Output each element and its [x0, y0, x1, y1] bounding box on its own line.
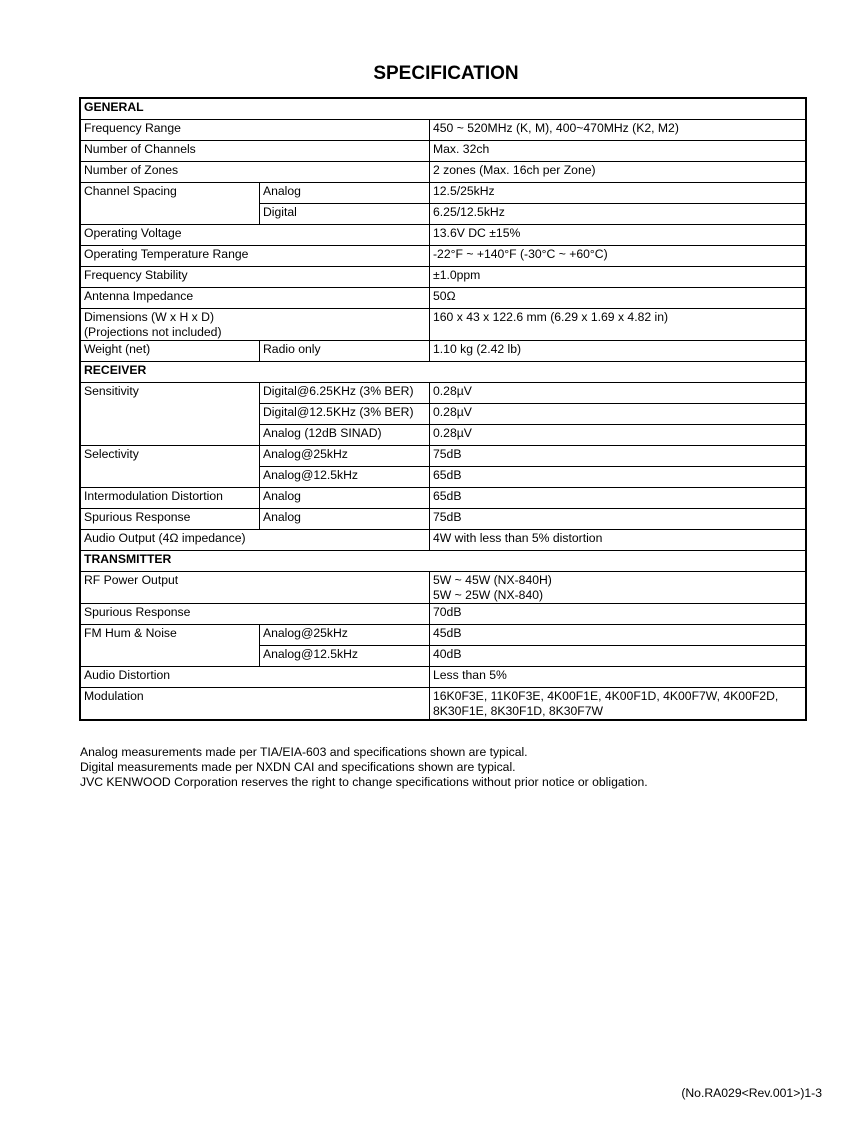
spec-value-text: 0.28µV — [433, 405, 472, 419]
spec-value-text: 2 zones (Max. 16ch per Zone) — [433, 163, 596, 177]
spec-condition — [260, 341, 430, 362]
spec-label — [80, 141, 430, 162]
spec-label — [80, 625, 260, 667]
spec-condition — [260, 646, 430, 667]
spec-value — [430, 404, 807, 425]
spec-condition-text: Digital@12.5KHz (3% BER) — [263, 405, 414, 419]
spec-label — [80, 509, 260, 530]
spec-label-text: Intermodulation Distortion — [84, 489, 223, 503]
spec-label — [80, 162, 430, 183]
spec-value — [430, 225, 807, 246]
spec-value — [430, 120, 807, 141]
spec-condition — [260, 383, 430, 404]
spec-label — [80, 225, 430, 246]
spec-label-text: Antenna Impedance — [84, 289, 194, 303]
spec-value — [430, 425, 807, 446]
spec-value-text: 12.5/25kHz — [433, 184, 495, 198]
spec-value-text: 13.6V DC ±15% — [433, 226, 521, 240]
spec-value — [430, 446, 807, 467]
spec-label-text: Frequency Stability — [84, 268, 188, 282]
footnote: JVC KENWOOD Corporation reserves the right to change specifications without prior notice or obligation. — [80, 775, 648, 789]
spec-label — [80, 288, 430, 309]
spec-value-text: 160 x 43 x 122.6 mm (6.29 x 1.69 x 4.82 in) — [433, 310, 669, 324]
spec-value — [430, 383, 807, 404]
spec-value-text: 0.28µV — [433, 426, 472, 440]
section-header-row — [80, 98, 806, 120]
spec-condition — [260, 446, 430, 467]
table-row — [80, 246, 806, 267]
spec-value-text: 4W with less than 5% distortion — [433, 531, 603, 545]
spec-value — [430, 530, 807, 551]
spec-value — [430, 341, 807, 362]
spec-value — [430, 667, 807, 688]
spec-label-text: (Projections not included) — [84, 325, 222, 339]
spec-value — [430, 488, 807, 509]
spec-value — [430, 288, 807, 309]
spec-condition-text: Digital — [263, 205, 297, 219]
spec-value-text: 16K0F3E, 11K0F3E, 4K00F1E, 4K00F1D, 4K00F7W, 4K00F2D, — [433, 689, 779, 703]
table-row — [80, 225, 806, 246]
spec-label — [80, 446, 260, 488]
spec-label — [80, 604, 430, 625]
spec-value-text: 450 ~ 520MHz (K, M), 400~470MHz (K2, M2) — [433, 121, 679, 135]
section-title — [80, 551, 806, 572]
table-row — [80, 488, 806, 509]
spec-label-text: Number of Channels — [84, 142, 196, 156]
spec-condition-text: Analog@25kHz — [263, 626, 348, 640]
table-row — [80, 267, 806, 288]
spec-condition — [260, 183, 430, 204]
spec-condition-text: Analog — [263, 184, 301, 198]
spec-condition — [260, 467, 430, 488]
spec-condition-text: Digital@6.25KHz (3% BER) — [263, 384, 414, 398]
spec-condition — [260, 425, 430, 446]
spec-value-text: Less than 5% — [433, 668, 507, 682]
spec-value — [430, 572, 807, 604]
spec-condition-text: Analog@25kHz — [263, 447, 348, 461]
spec-label-text: Number of Zones — [84, 163, 179, 177]
spec-label-text: Spurious Response — [84, 605, 191, 619]
spec-label-text: FM Hum & Noise — [84, 626, 177, 640]
table-row — [80, 530, 806, 551]
spec-value-text: 0.28µV — [433, 384, 472, 398]
spec-value-text: 5W ~ 45W (NX-840H) — [433, 573, 552, 587]
page-number: (No.RA029<Rev.001>)1-3 — [681, 1086, 822, 1100]
spec-value — [430, 267, 807, 288]
spec-value-text: ±1.0ppm — [433, 268, 481, 282]
spec-condition-text: Radio only — [263, 342, 321, 356]
spec-condition — [260, 404, 430, 425]
spec-label — [80, 246, 430, 267]
spec-value-text: 45dB — [433, 626, 462, 640]
table-row — [80, 688, 806, 721]
spec-condition — [260, 509, 430, 530]
table-row — [80, 509, 806, 530]
spec-label — [80, 183, 260, 225]
table-row — [80, 667, 806, 688]
spec-value — [430, 688, 807, 721]
table-row — [80, 625, 806, 646]
spec-value-text: 65dB — [433, 489, 462, 503]
spec-value — [430, 604, 807, 625]
spec-condition — [260, 204, 430, 225]
page-title: SPECIFICATION — [373, 63, 519, 84]
table-row — [80, 141, 806, 162]
table-row — [80, 120, 806, 141]
table-row — [80, 604, 806, 625]
spec-label-text: Weight (net) — [84, 342, 151, 356]
section-title-text: GENERAL — [84, 100, 144, 114]
section-header-row — [80, 551, 806, 572]
spec-value — [430, 183, 807, 204]
spec-label — [80, 530, 430, 551]
table-row — [80, 183, 806, 204]
table-row — [80, 162, 806, 183]
table-row — [80, 446, 806, 467]
table-row — [80, 309, 806, 341]
table-row — [80, 341, 806, 362]
spec-condition — [260, 488, 430, 509]
spec-label-text: Operating Temperature Range — [84, 247, 249, 261]
spec-label-text: Spurious Response — [84, 510, 191, 524]
spec-value-text: 70dB — [433, 605, 462, 619]
spec-condition-text: Analog — [263, 510, 301, 524]
spec-value — [430, 509, 807, 530]
specification-table — [79, 97, 807, 721]
table-row — [80, 572, 806, 604]
spec-label — [80, 267, 430, 288]
spec-condition-text: Analog@12.5kHz — [263, 468, 359, 482]
spec-label-text: RF Power Output — [84, 573, 179, 587]
spec-condition-text: Analog (12dB SINAD) — [263, 426, 382, 440]
footnotes — [80, 745, 648, 790]
spec-label — [80, 341, 260, 362]
spec-label-text: Frequency Range — [84, 121, 181, 135]
section-title-text: RECEIVER — [84, 363, 147, 377]
section-header-row — [80, 362, 806, 383]
spec-value-text: 50Ω — [433, 289, 456, 303]
spec-label-text: Audio Output (4Ω impedance) — [84, 531, 246, 545]
spec-value — [430, 162, 807, 183]
spec-value — [430, 625, 807, 646]
spec-label — [80, 309, 430, 341]
spec-label — [80, 488, 260, 509]
spec-value — [430, 141, 807, 162]
spec-value — [430, 467, 807, 488]
spec-value-text: 65dB — [433, 468, 462, 482]
spec-label — [80, 572, 430, 604]
spec-value-text: 8K30F1E, 8K30F1D, 8K30F7W — [433, 704, 604, 718]
spec-value-text: 1.10 kg (2.42 lb) — [433, 342, 522, 356]
spec-label — [80, 120, 430, 141]
spec-label-text: Dimensions (W x H x D) — [84, 310, 215, 324]
spec-condition-text: Analog@12.5kHz — [263, 647, 359, 661]
spec-label-text: Audio Distortion — [84, 668, 171, 682]
spec-condition — [260, 625, 430, 646]
spec-label-text: Operating Voltage — [84, 226, 182, 240]
spec-label — [80, 688, 430, 721]
spec-value — [430, 646, 807, 667]
footnote: Analog measurements made per TIA/EIA-603 and specifications shown are typical. — [80, 745, 528, 759]
spec-value — [430, 246, 807, 267]
spec-value-text: 75dB — [433, 510, 462, 524]
section-title — [80, 362, 806, 383]
spec-value-text: 75dB — [433, 447, 462, 461]
spec-value-text: 5W ~ 25W (NX-840) — [433, 588, 544, 602]
spec-value — [430, 309, 807, 341]
footnote: Digital measurements made per NXDN CAI and specifications shown are typical. — [80, 760, 516, 774]
spec-label-text: Channel Spacing — [84, 184, 177, 198]
spec-value — [430, 204, 807, 225]
section-title-text: TRANSMITTER — [84, 552, 172, 566]
table-row — [80, 383, 806, 404]
spec-value-text: Max. 32ch — [433, 142, 490, 156]
spec-label-text: Selectivity — [84, 447, 139, 461]
spec-label-text: Sensitivity — [84, 384, 139, 398]
table-row — [80, 288, 806, 309]
spec-label — [80, 667, 430, 688]
spec-condition-text: Analog — [263, 489, 301, 503]
spec-value-text: -22°F ~ +140°F (-30°C ~ +60°C) — [433, 247, 608, 261]
spec-value-text: 6.25/12.5kHz — [433, 205, 505, 219]
spec-label-text: Modulation — [84, 689, 144, 703]
spec-label — [80, 383, 260, 446]
section-title — [80, 98, 806, 120]
spec-value-text: 40dB — [433, 647, 462, 661]
